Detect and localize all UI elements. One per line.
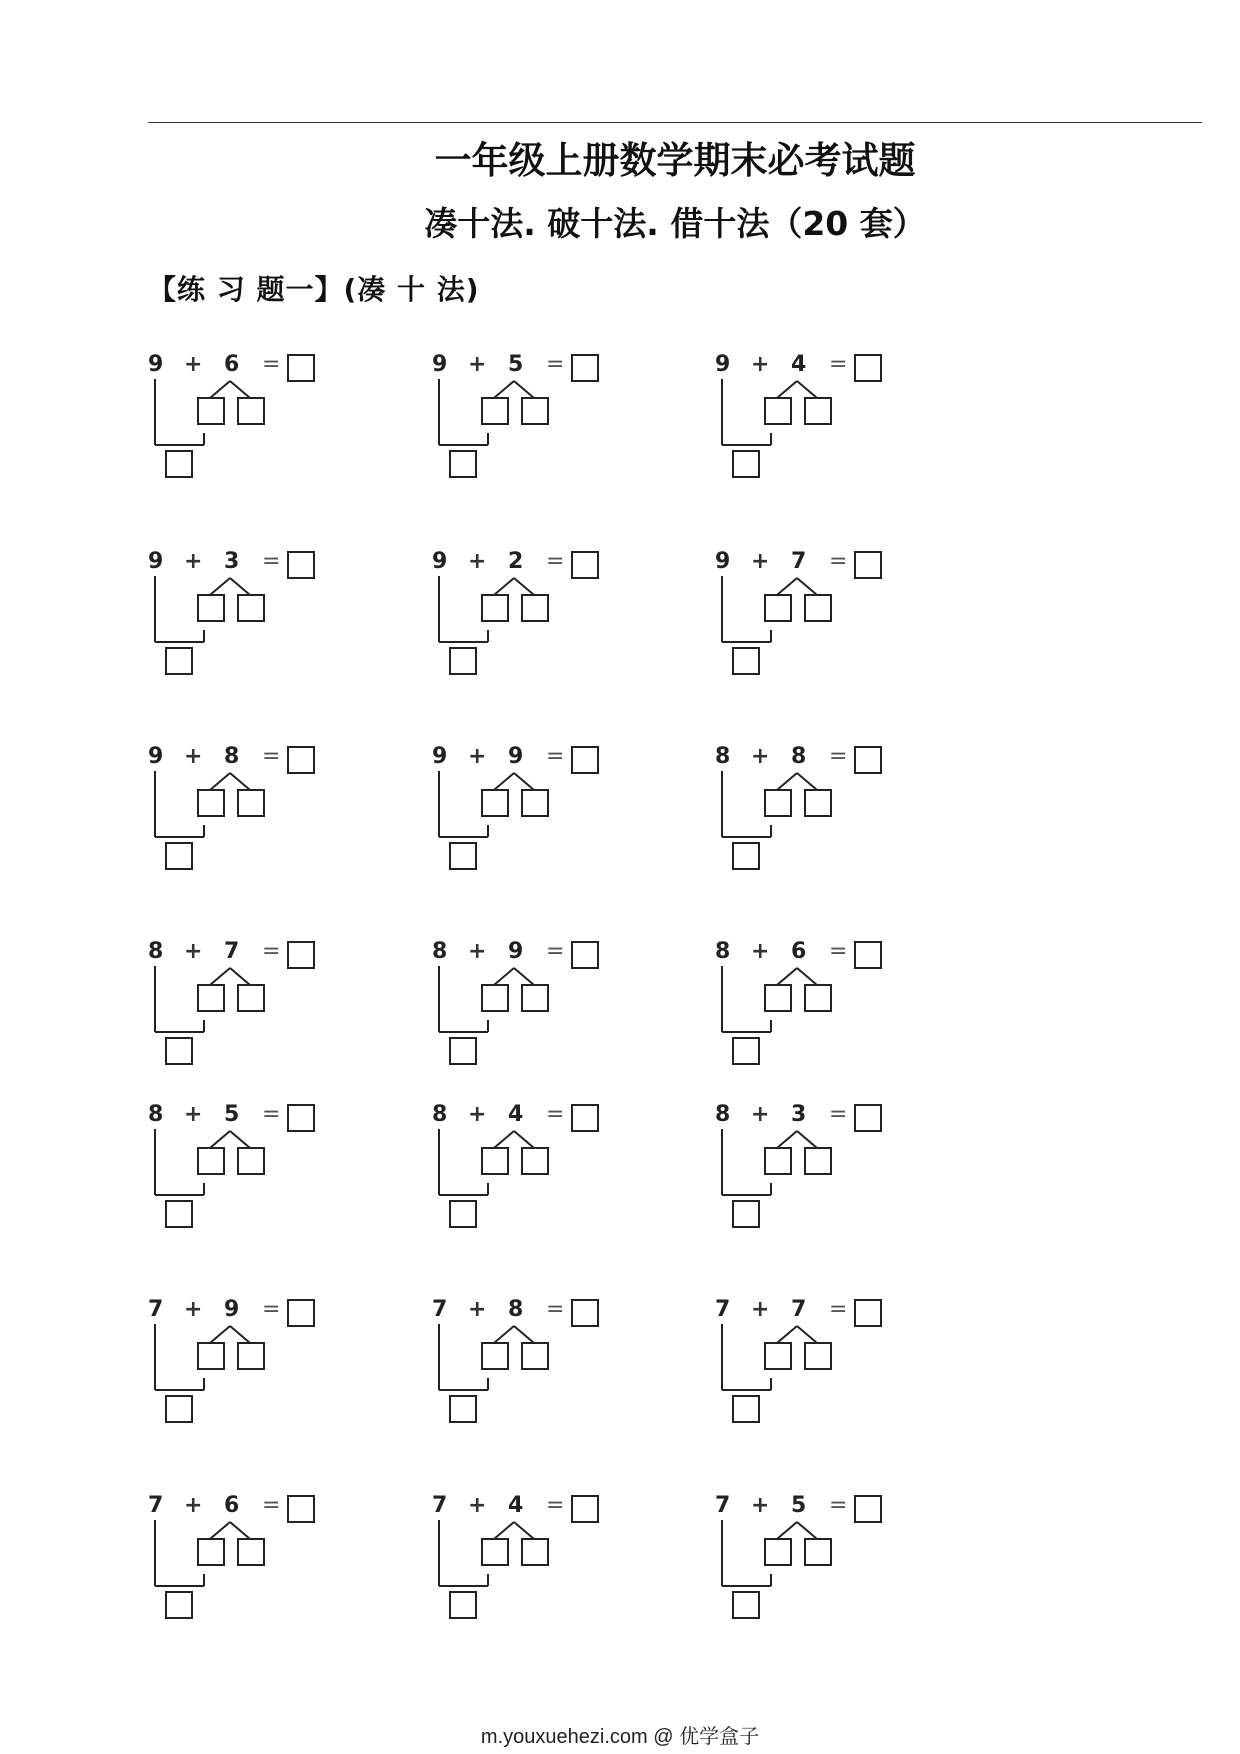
make-ten-diagram xyxy=(715,745,915,885)
addend-a: 7 xyxy=(148,1493,164,1518)
plus-sign: + xyxy=(184,549,203,574)
ten-sum-box xyxy=(450,1038,476,1064)
addend-a: 8 xyxy=(715,1102,731,1127)
addend-b: 4 xyxy=(508,1493,524,1518)
ten-sum-box xyxy=(733,843,759,869)
split-box-left xyxy=(198,985,224,1011)
split-box-left xyxy=(198,1539,224,1565)
footer-watermark: m.youxuehezi.com @ 优学盒子 xyxy=(480,1726,760,1748)
addend-a: 9 xyxy=(432,744,448,769)
split-box-right xyxy=(805,398,831,424)
split-line-left xyxy=(210,773,230,790)
answer-box xyxy=(288,747,314,773)
ten-sum-box xyxy=(450,843,476,869)
addend-a: 9 xyxy=(432,352,448,377)
problem xyxy=(432,1103,632,1243)
ten-sum-box xyxy=(733,648,759,674)
make-ten-diagram xyxy=(148,1298,348,1438)
make-ten-diagram xyxy=(715,353,915,493)
split-box-right xyxy=(805,595,831,621)
addend-b: 6 xyxy=(224,1493,240,1518)
make-ten-diagram xyxy=(432,550,632,690)
split-box-right xyxy=(522,985,548,1011)
split-line-right xyxy=(514,773,534,790)
addend-b: 5 xyxy=(508,352,524,377)
problem xyxy=(715,550,915,690)
split-line-right xyxy=(797,773,817,790)
problem xyxy=(432,745,632,885)
addend-a: 7 xyxy=(432,1493,448,1518)
ten-sum-box xyxy=(166,451,192,477)
equals-sign: = xyxy=(546,549,565,574)
problem xyxy=(715,1494,915,1634)
equals-sign: = xyxy=(829,1102,848,1127)
split-line-left xyxy=(494,968,514,985)
plus-sign: + xyxy=(468,1102,487,1127)
make-ten-diagram xyxy=(148,353,348,493)
split-box-right xyxy=(238,1148,264,1174)
addend-b: 6 xyxy=(224,352,240,377)
split-line-right xyxy=(514,578,534,595)
split-box-right xyxy=(522,398,548,424)
addend-a: 9 xyxy=(148,352,164,377)
ten-sum-box xyxy=(450,1592,476,1618)
split-box-right xyxy=(238,1343,264,1369)
addend-a: 7 xyxy=(148,1297,164,1322)
addend-a: 9 xyxy=(148,744,164,769)
split-line-right xyxy=(797,1522,817,1539)
answer-box xyxy=(288,1300,314,1326)
problem xyxy=(715,745,915,885)
plus-sign: + xyxy=(184,1102,203,1127)
equals-sign: = xyxy=(546,1493,565,1518)
ten-sum-box xyxy=(166,1396,192,1422)
problem xyxy=(148,1103,348,1243)
split-box-right xyxy=(805,790,831,816)
answer-box xyxy=(855,942,881,968)
plus-sign: + xyxy=(468,744,487,769)
plus-sign: + xyxy=(751,549,770,574)
split-line-right xyxy=(514,1326,534,1343)
split-box-right xyxy=(238,1539,264,1565)
addend-b: 9 xyxy=(508,939,524,964)
equals-sign: = xyxy=(829,549,848,574)
plus-sign: + xyxy=(468,939,487,964)
problem xyxy=(432,550,632,690)
addend-b: 7 xyxy=(791,1297,807,1322)
equals-sign: = xyxy=(262,1297,281,1322)
equals-sign: = xyxy=(546,1102,565,1127)
make-ten-diagram xyxy=(432,745,632,885)
split-line-right xyxy=(797,1326,817,1343)
plus-sign: + xyxy=(751,1493,770,1518)
problem xyxy=(715,940,915,1080)
answer-box xyxy=(572,1105,598,1131)
addend-a: 8 xyxy=(715,939,731,964)
split-box-left xyxy=(198,1148,224,1174)
split-line-left xyxy=(777,968,797,985)
addend-b: 9 xyxy=(508,744,524,769)
make-ten-diagram xyxy=(432,353,632,493)
equals-sign: = xyxy=(262,1493,281,1518)
answer-box xyxy=(855,1496,881,1522)
split-box-right xyxy=(522,790,548,816)
answer-box xyxy=(572,942,598,968)
split-box-left xyxy=(482,1148,508,1174)
split-box-right xyxy=(805,1148,831,1174)
make-ten-diagram xyxy=(148,940,348,1080)
make-ten-diagram xyxy=(148,550,348,690)
answer-box xyxy=(572,552,598,578)
split-line-right xyxy=(230,968,250,985)
make-ten-diagram xyxy=(715,550,915,690)
addend-b: 7 xyxy=(224,939,240,964)
equals-sign: = xyxy=(262,1102,281,1127)
split-box-right xyxy=(238,790,264,816)
split-box-left xyxy=(482,1343,508,1369)
answer-box xyxy=(855,1105,881,1131)
equals-sign: = xyxy=(546,1297,565,1322)
answer-box xyxy=(855,552,881,578)
make-ten-diagram xyxy=(432,1103,632,1243)
problem xyxy=(715,353,915,493)
split-box-left xyxy=(765,1148,791,1174)
plus-sign: + xyxy=(468,1493,487,1518)
plus-sign: + xyxy=(751,939,770,964)
split-box-left xyxy=(482,398,508,424)
ten-sum-box xyxy=(733,1201,759,1227)
split-line-right xyxy=(230,1131,250,1148)
problem xyxy=(432,940,632,1080)
split-box-right xyxy=(522,1148,548,1174)
equals-sign: = xyxy=(829,1297,848,1322)
split-box-left xyxy=(765,1539,791,1565)
ten-sum-box xyxy=(450,451,476,477)
addend-b: 5 xyxy=(791,1493,807,1518)
equals-sign: = xyxy=(262,744,281,769)
split-box-left xyxy=(198,1343,224,1369)
split-box-right xyxy=(522,1343,548,1369)
split-line-left xyxy=(494,381,514,398)
problem xyxy=(148,1298,348,1438)
split-line-left xyxy=(777,773,797,790)
ten-sum-box xyxy=(166,843,192,869)
split-box-left xyxy=(482,1539,508,1565)
ten-sum-box xyxy=(166,1201,192,1227)
split-line-right xyxy=(797,968,817,985)
make-ten-diagram xyxy=(715,1298,915,1438)
make-ten-diagram xyxy=(715,940,915,1080)
equals-sign: = xyxy=(262,352,281,377)
plus-sign: + xyxy=(751,1297,770,1322)
addend-a: 9 xyxy=(148,549,164,574)
problem xyxy=(148,1494,348,1634)
plus-sign: + xyxy=(184,1297,203,1322)
split-line-left xyxy=(494,578,514,595)
addend-a: 9 xyxy=(715,352,731,377)
split-line-right xyxy=(514,1131,534,1148)
answer-box xyxy=(288,942,314,968)
split-line-right xyxy=(230,773,250,790)
split-box-right xyxy=(522,595,548,621)
ten-sum-box xyxy=(450,648,476,674)
split-line-right xyxy=(230,1326,250,1343)
answer-box xyxy=(855,355,881,381)
equals-sign: = xyxy=(262,549,281,574)
split-box-left xyxy=(198,790,224,816)
problem xyxy=(432,353,632,493)
split-box-left xyxy=(482,595,508,621)
answer-box xyxy=(288,552,314,578)
addend-a: 8 xyxy=(432,939,448,964)
split-line-left xyxy=(494,773,514,790)
split-line-left xyxy=(210,578,230,595)
page-subtitle: 凑十法. 破十法. 借十法（20 套） xyxy=(424,204,926,243)
answer-box xyxy=(288,1105,314,1131)
section-label: 【练 习 题一】(凑 十 法) xyxy=(148,273,480,306)
answer-box xyxy=(572,355,598,381)
split-line-right xyxy=(230,1522,250,1539)
split-box-left xyxy=(765,1343,791,1369)
split-line-right xyxy=(797,578,817,595)
split-line-left xyxy=(777,1522,797,1539)
split-line-right xyxy=(797,1131,817,1148)
split-line-right xyxy=(514,968,534,985)
addend-a: 7 xyxy=(715,1493,731,1518)
split-box-right xyxy=(238,985,264,1011)
split-line-left xyxy=(494,1326,514,1343)
equals-sign: = xyxy=(829,744,848,769)
answer-box xyxy=(572,1300,598,1326)
addend-b: 8 xyxy=(791,744,807,769)
split-box-left xyxy=(765,985,791,1011)
addend-b: 8 xyxy=(224,744,240,769)
equals-sign: = xyxy=(829,352,848,377)
addend-b: 4 xyxy=(508,1102,524,1127)
split-box-left xyxy=(765,790,791,816)
answer-box xyxy=(288,355,314,381)
addend-a: 7 xyxy=(432,1297,448,1322)
ten-sum-box xyxy=(450,1396,476,1422)
split-line-left xyxy=(777,1131,797,1148)
addend-a: 8 xyxy=(148,1102,164,1127)
equals-sign: = xyxy=(546,744,565,769)
answer-box xyxy=(572,747,598,773)
split-line-left xyxy=(777,578,797,595)
plus-sign: + xyxy=(184,352,203,377)
ten-sum-box xyxy=(166,648,192,674)
split-line-right xyxy=(230,381,250,398)
make-ten-diagram xyxy=(148,1494,348,1634)
problem xyxy=(148,745,348,885)
addend-a: 7 xyxy=(715,1297,731,1322)
split-box-right xyxy=(238,398,264,424)
addend-b: 7 xyxy=(791,549,807,574)
split-line-left xyxy=(210,968,230,985)
split-box-right xyxy=(522,1539,548,1565)
addend-a: 8 xyxy=(715,744,731,769)
page-title: 一年级上册数学期末必考试题 xyxy=(434,139,916,182)
addend-a: 9 xyxy=(432,549,448,574)
problem xyxy=(148,940,348,1080)
addend-a: 8 xyxy=(432,1102,448,1127)
make-ten-diagram xyxy=(432,940,632,1080)
split-line-right xyxy=(514,1522,534,1539)
make-ten-diagram xyxy=(715,1103,915,1243)
answer-box xyxy=(572,1496,598,1522)
split-box-left xyxy=(198,595,224,621)
problem xyxy=(432,1494,632,1634)
addend-a: 9 xyxy=(715,549,731,574)
problem xyxy=(715,1298,915,1438)
ten-sum-box xyxy=(733,1592,759,1618)
equals-sign: = xyxy=(546,939,565,964)
make-ten-diagram xyxy=(715,1494,915,1634)
plus-sign: + xyxy=(751,744,770,769)
ten-sum-box xyxy=(733,1038,759,1064)
split-line-right xyxy=(514,381,534,398)
split-box-left xyxy=(482,790,508,816)
split-box-right xyxy=(805,1539,831,1565)
split-box-right xyxy=(805,985,831,1011)
answer-box xyxy=(855,747,881,773)
plus-sign: + xyxy=(184,939,203,964)
split-line-right xyxy=(230,578,250,595)
answer-box xyxy=(855,1300,881,1326)
addend-b: 5 xyxy=(224,1102,240,1127)
split-line-right xyxy=(797,381,817,398)
problem xyxy=(148,550,348,690)
split-line-left xyxy=(777,381,797,398)
problem xyxy=(148,353,348,493)
plus-sign: + xyxy=(468,352,487,377)
answer-box xyxy=(288,1496,314,1522)
addend-b: 6 xyxy=(791,939,807,964)
plus-sign: + xyxy=(468,549,487,574)
ten-sum-box xyxy=(733,1396,759,1422)
equals-sign: = xyxy=(829,1493,848,1518)
equals-sign: = xyxy=(546,352,565,377)
split-box-left xyxy=(482,985,508,1011)
ten-sum-box xyxy=(166,1592,192,1618)
split-line-left xyxy=(210,1326,230,1343)
split-box-left xyxy=(765,398,791,424)
split-line-left xyxy=(210,1522,230,1539)
split-line-left xyxy=(210,1131,230,1148)
make-ten-diagram xyxy=(148,745,348,885)
make-ten-diagram xyxy=(148,1103,348,1243)
split-box-right xyxy=(238,595,264,621)
addend-b: 8 xyxy=(508,1297,524,1322)
plus-sign: + xyxy=(751,1102,770,1127)
plus-sign: + xyxy=(184,1493,203,1518)
ten-sum-box xyxy=(733,451,759,477)
addend-b: 3 xyxy=(224,549,240,574)
addend-b: 4 xyxy=(791,352,807,377)
split-box-right xyxy=(805,1343,831,1369)
split-box-left xyxy=(198,398,224,424)
problem xyxy=(715,1103,915,1243)
equals-sign: = xyxy=(262,939,281,964)
split-line-left xyxy=(494,1131,514,1148)
make-ten-diagram xyxy=(432,1298,632,1438)
plus-sign: + xyxy=(468,1297,487,1322)
addend-a: 8 xyxy=(148,939,164,964)
make-ten-diagram xyxy=(432,1494,632,1634)
split-line-left xyxy=(210,381,230,398)
addend-b: 9 xyxy=(224,1297,240,1322)
ten-sum-box xyxy=(450,1201,476,1227)
ten-sum-box xyxy=(166,1038,192,1064)
split-box-left xyxy=(765,595,791,621)
split-line-left xyxy=(777,1326,797,1343)
equals-sign: = xyxy=(829,939,848,964)
plus-sign: + xyxy=(751,352,770,377)
split-line-left xyxy=(494,1522,514,1539)
plus-sign: + xyxy=(184,744,203,769)
problem xyxy=(432,1298,632,1438)
addend-b: 2 xyxy=(508,549,524,574)
addend-b: 3 xyxy=(791,1102,807,1127)
